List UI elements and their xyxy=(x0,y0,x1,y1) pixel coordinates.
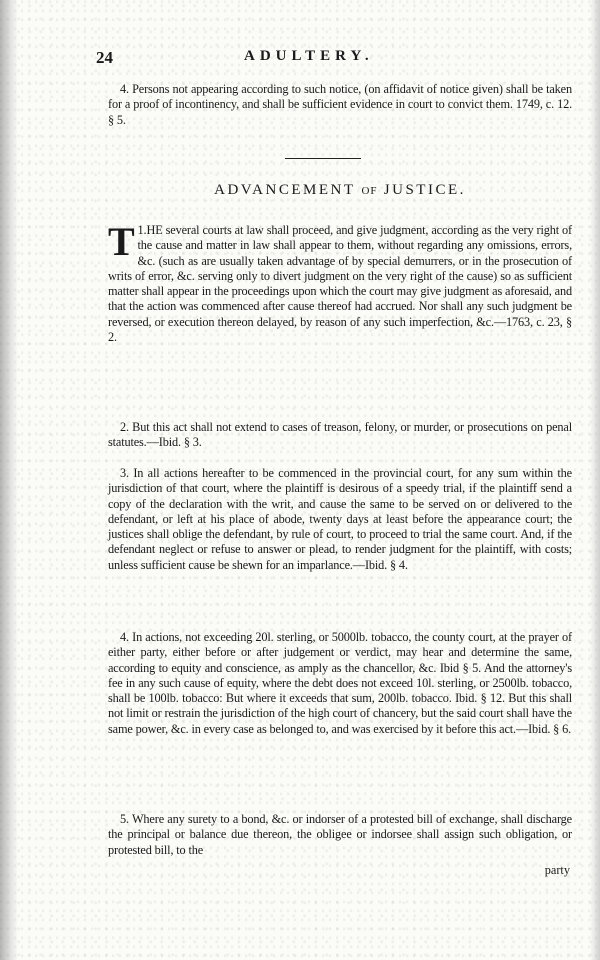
drop-cap: T xyxy=(108,219,135,264)
section-divider-rule xyxy=(285,158,361,159)
paragraph-4 xyxy=(108,630,572,737)
paragraph-5 xyxy=(108,812,572,858)
paragraph-1-body: HE several courts at law shall proceed, and give judgment, according as the very right of the cause and matter in law shall appear to them, without regarding any omissions, errors, &c. (such as are usually taken advantage of by special demurrers, or in the prosecution of writs of error, &c. serving only to divert judgment on the very right of the cause) so as sufficient matter shall appear in the proceedings upon which the court may give judgment as aforesaid, and that the action was commenced after cause thereof had accrued. Nor shall any such judgment be reversed, or execution thereon delayed, by reason of any such imperfection, &c.—1763, c. 23, § 2. xyxy=(108,223,572,345)
section-title-of: OF xyxy=(361,185,378,197)
catchword: party xyxy=(544,863,570,877)
paragraph-1-text xyxy=(108,219,572,345)
paragraph-5-text: 5. Where any surety to a bond, &c. or indorser of a protested bill of exchange, shall discharge the principal or balance due thereon, the obligee or indorsee shall assign such obligation, or protested bill, to the xyxy=(108,812,572,857)
paragraph-2-text: 2. But this act shall not extend to cases of treason, felony, or murder, or prosecutions on penal statutes.—Ibid. § 3. xyxy=(108,420,572,450)
paragraph-4-text: 4. In actions, not exceeding 20l. sterling, or 5000lb. tobacco, the county court, at the prayer of either party, either before or after judgement or verdict, may hear and determine the same, according to equity and conscience, as amply as the chancellor, &c. Ibid § 5. And the attorney's fee in any such cause of equity, where the debt does not exceed 10l. sterling, or 2500lb. tobacco, shall be 100lb. tobacco: But where it exceeds that sum, 200lb. tobacco. Ibid. § 12. But this shall not limit or restrain the jurisdiction of the high court of chancery, but the said court shall have the same power, &c. in every case as belonged to, and was exercised by it before this act.—Ibid. § 6. xyxy=(108,630,572,736)
paragraph-1-number: 1. xyxy=(137,223,147,237)
section-title-part2: JUSTICE. xyxy=(383,182,466,198)
paragraph-2 xyxy=(108,420,572,451)
previous-section-paragraph-4 xyxy=(108,82,572,128)
section-title-part1: ADVANCEMENT xyxy=(214,182,356,198)
running-head: ADULTERY. xyxy=(244,48,374,64)
paragraph-3 xyxy=(108,466,572,573)
paragraph-text: 4. Persons not appearing according to such notice, (on affidavit of notice given) shall be taken for a proof of incontinency, and shall be sufficient evidence in court to convict them. 1749, c. 12. § 5. xyxy=(108,82,572,127)
section-title xyxy=(108,182,572,199)
paragraph-1 xyxy=(108,219,572,345)
paragraph-3-text: 3. In all actions hereafter to be commenced in the provincial court, for any sum within the jurisdiction of that court, where the plaintiff is desirous of a speedy trial, if the plaintiff send a copy of the declaration with the writ, and cause the same to be served on or delivered to the defendant, or left at his place of abode, twenty days at least before the appearance court; the justices shall oblige the defendant, by rule of court, to proceed to trial the same court. And, if the defendant neglect or refuse to answer or plead, to render judgment for the plaintiff, with costs; unless sufficient cause be shewn for an imparlance.—Ibid. § 4. xyxy=(108,466,572,572)
page-number: 24 xyxy=(96,48,113,67)
page-header xyxy=(94,48,574,70)
